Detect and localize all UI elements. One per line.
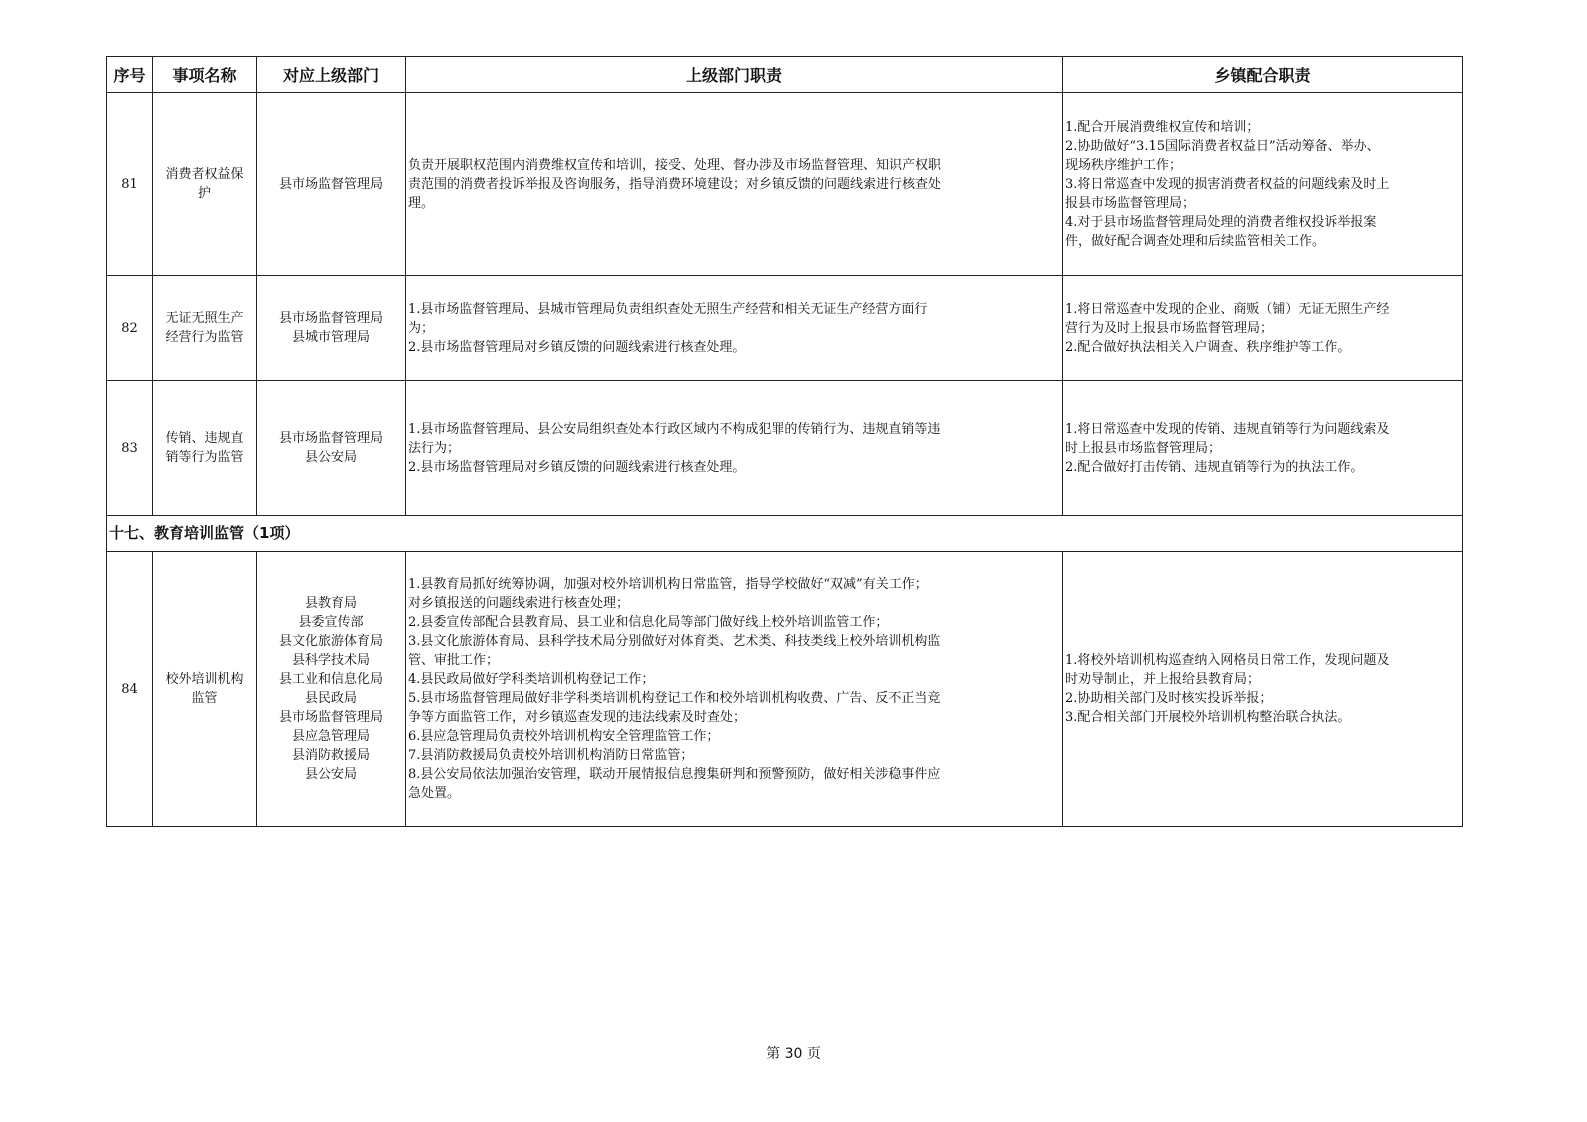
header-item-name: 事项名称 bbox=[153, 57, 257, 93]
row-town-duty bbox=[1063, 381, 1463, 516]
text-line: 责范围的消费者投诉举报及咨询服务，指导消费环境建设；对乡镇反馈的问题线索进行核查处 bbox=[408, 176, 942, 192]
row-num: 83 bbox=[107, 381, 153, 516]
text-line: 县消防救援局 bbox=[291, 748, 370, 763]
row-num: 82 bbox=[107, 276, 153, 381]
row-upper-duty bbox=[406, 381, 1063, 516]
text-line: 3.将日常巡查中发现的损害消费者权益的问题线索及时上 bbox=[1065, 176, 1390, 192]
table-row bbox=[107, 276, 1463, 381]
page-number: 第 30 页 bbox=[766, 1046, 821, 1062]
text-line: 2.县委宣传部配合县教育局、县工业和信息化局等部门做好线上校外培训监管工作； bbox=[408, 615, 889, 630]
text-line: 1.配合开展消费维权宣传和培训； bbox=[1065, 119, 1260, 135]
text-line: 传销、违规直 bbox=[165, 431, 244, 446]
text-line: 2.配合做好打击传销、违规直销等行为的执法工作。 bbox=[1065, 459, 1364, 475]
text-line: 1.县市场监督管理局、县公安局组织查处本行政区域内不构成犯罪的传销行为、违规直销等违 bbox=[408, 421, 941, 437]
row-upper-duty bbox=[406, 93, 1063, 276]
row-upper-dept bbox=[257, 381, 406, 516]
header-num: 序号 bbox=[107, 57, 153, 93]
text-line: 1.县市场监督管理局、县城市管理局负责组织查处无照生产经营和相关无证生产经营方面行 bbox=[408, 301, 928, 317]
text-line: 县市场监督管理局 bbox=[278, 311, 383, 326]
text-line: 1.将校外培训机构巡查纳入网格员日常工作，发现问题及 bbox=[1065, 653, 1390, 668]
text-line: 县公安局 bbox=[304, 450, 357, 465]
text-line: 消费者权益保 bbox=[165, 167, 244, 182]
text-line: 1.县教育局抓好统筹协调，加强对校外培训机构日常监管，指导学校做好“双减”有关工作； bbox=[408, 577, 928, 592]
text-line: 急处置。 bbox=[408, 786, 461, 801]
text-line: 县市场监督管理局 bbox=[278, 176, 383, 192]
text-line: 7.县消防救援局负责校外培训机构消防日常监管； bbox=[408, 748, 694, 763]
text-line: 4.县民政局做好学科类培训机构登记工作； bbox=[408, 672, 655, 687]
text-line: 负责开展职权范围内消费维权宣传和培训，接受、处理、督办涉及市场监督管理、知识产权职 bbox=[408, 157, 942, 173]
text-line: 2.县市场监督管理局对乡镇反馈的问题线索进行核查处理。 bbox=[408, 339, 746, 355]
text-line: 经营行为监管 bbox=[165, 330, 244, 345]
row-num: 81 bbox=[107, 93, 153, 276]
row-upper-dept bbox=[257, 93, 406, 276]
text-line: 件，做好配合调查处理和后续监管相关工作。 bbox=[1065, 233, 1326, 249]
section-row bbox=[107, 516, 1463, 552]
text-line: 6.县应急管理局负责校外培训机构安全管理监管工作； bbox=[408, 729, 720, 744]
text-line: 管、审批工作； bbox=[408, 653, 500, 668]
text-line: 3.县文化旅游体育局、县科学技术局分别做好对体育类、艺术类、科技类线上校外培训机构监 bbox=[408, 634, 941, 649]
text-line: 校外培训机构 bbox=[165, 672, 244, 687]
text-line: 2.协助做好“3.15国际消费者权益日”活动筹备、举办、 bbox=[1065, 138, 1380, 154]
text-line: 争等方面监管工作，对乡镇巡查发现的违法线索及时查处； bbox=[408, 710, 747, 725]
row-town-duty bbox=[1063, 276, 1463, 381]
text-line: 时上报县市场监督管理局； bbox=[1065, 440, 1222, 456]
text-line: 时劝导制止，并上报给县教育局； bbox=[1065, 672, 1261, 687]
text-line: 无证无照生产 bbox=[165, 311, 244, 326]
text-line: 县民政局 bbox=[304, 691, 357, 706]
text-line: 1.将日常巡查中发现的传销、违规直销等行为问题线索及 bbox=[1065, 421, 1390, 437]
text-line: 4.对于县市场监督管理局处理的消费者维权投诉举报案 bbox=[1065, 214, 1377, 230]
text-line: 县科学技术局 bbox=[291, 653, 370, 668]
text-line: 现场秩序维护工作； bbox=[1065, 157, 1183, 173]
header-row bbox=[107, 57, 1463, 93]
text-line: 法行为； bbox=[408, 440, 461, 456]
row-upper-duty bbox=[406, 552, 1063, 827]
text-line: 5.县市场监督管理局做好非学科类培训机构登记工作和校外培训机构收费、广告、反不正当竞 bbox=[408, 691, 941, 706]
text-line: 为； bbox=[408, 320, 435, 336]
text-line: 2.县市场监督管理局对乡镇反馈的问题线索进行核查处理。 bbox=[408, 459, 746, 475]
text-line: 2.协助相关部门及时核实投诉举报； bbox=[1065, 691, 1273, 706]
text-line: 销等行为监管 bbox=[165, 450, 244, 465]
text-line: 护 bbox=[197, 186, 211, 201]
row-item-name bbox=[153, 93, 257, 276]
text-line: 县市场监督管理局 bbox=[278, 710, 383, 725]
row-upper-dept bbox=[257, 552, 406, 827]
row-item-name bbox=[153, 276, 257, 381]
duty-table bbox=[106, 56, 1463, 827]
text-line: 1.将日常巡查中发现的企业、商贩（铺）无证无照生产经 bbox=[1065, 301, 1390, 317]
header-upper-dept: 对应上级部门 bbox=[257, 57, 406, 93]
text-line: 2.配合做好执法相关入户调查、秩序维护等工作。 bbox=[1065, 339, 1351, 355]
table-row bbox=[107, 93, 1463, 276]
text-line: 县城市管理局 bbox=[291, 330, 370, 345]
text-line: 县工业和信息化局 bbox=[278, 672, 383, 687]
text-line: 监管 bbox=[191, 691, 218, 706]
text-line: 县教育局 bbox=[304, 596, 357, 611]
header-upper-duty: 上级部门职责 bbox=[406, 57, 1063, 93]
row-item-name bbox=[153, 552, 257, 827]
table-row bbox=[107, 552, 1463, 827]
row-town-duty bbox=[1063, 552, 1463, 827]
row-upper-duty bbox=[406, 276, 1063, 381]
text-line: 县委宣传部 bbox=[298, 615, 364, 630]
text-line: 营行为及时上报县市场监督管理局； bbox=[1065, 320, 1274, 336]
row-item-name bbox=[153, 381, 257, 516]
text-line: 县应急管理局 bbox=[291, 729, 370, 744]
row-num: 84 bbox=[107, 552, 153, 827]
text-line: 8.县公安局依法加强治安管理，联动开展情报信息搜集研判和预警预防，做好相关涉稳事件应 bbox=[408, 767, 941, 782]
text-line: 县文化旅游体育局 bbox=[278, 634, 383, 649]
row-upper-dept bbox=[257, 276, 406, 381]
text-line: 3.配合相关部门开展校外培训机构整治联合执法。 bbox=[1065, 710, 1351, 725]
text-line: 县市场监督管理局 bbox=[278, 431, 383, 446]
text-line: 县公安局 bbox=[304, 767, 357, 782]
table-row bbox=[107, 381, 1463, 516]
text-line: 对乡镇报送的问题线索进行核查处理； bbox=[408, 596, 630, 611]
section-title: 十七、教育培训监管（1项） bbox=[107, 516, 1463, 552]
row-town-duty bbox=[1063, 93, 1463, 276]
header-town-duty: 乡镇配合职责 bbox=[1063, 57, 1463, 93]
text-line: 报县市场监督管理局； bbox=[1065, 195, 1196, 211]
text-line: 理。 bbox=[408, 195, 435, 211]
